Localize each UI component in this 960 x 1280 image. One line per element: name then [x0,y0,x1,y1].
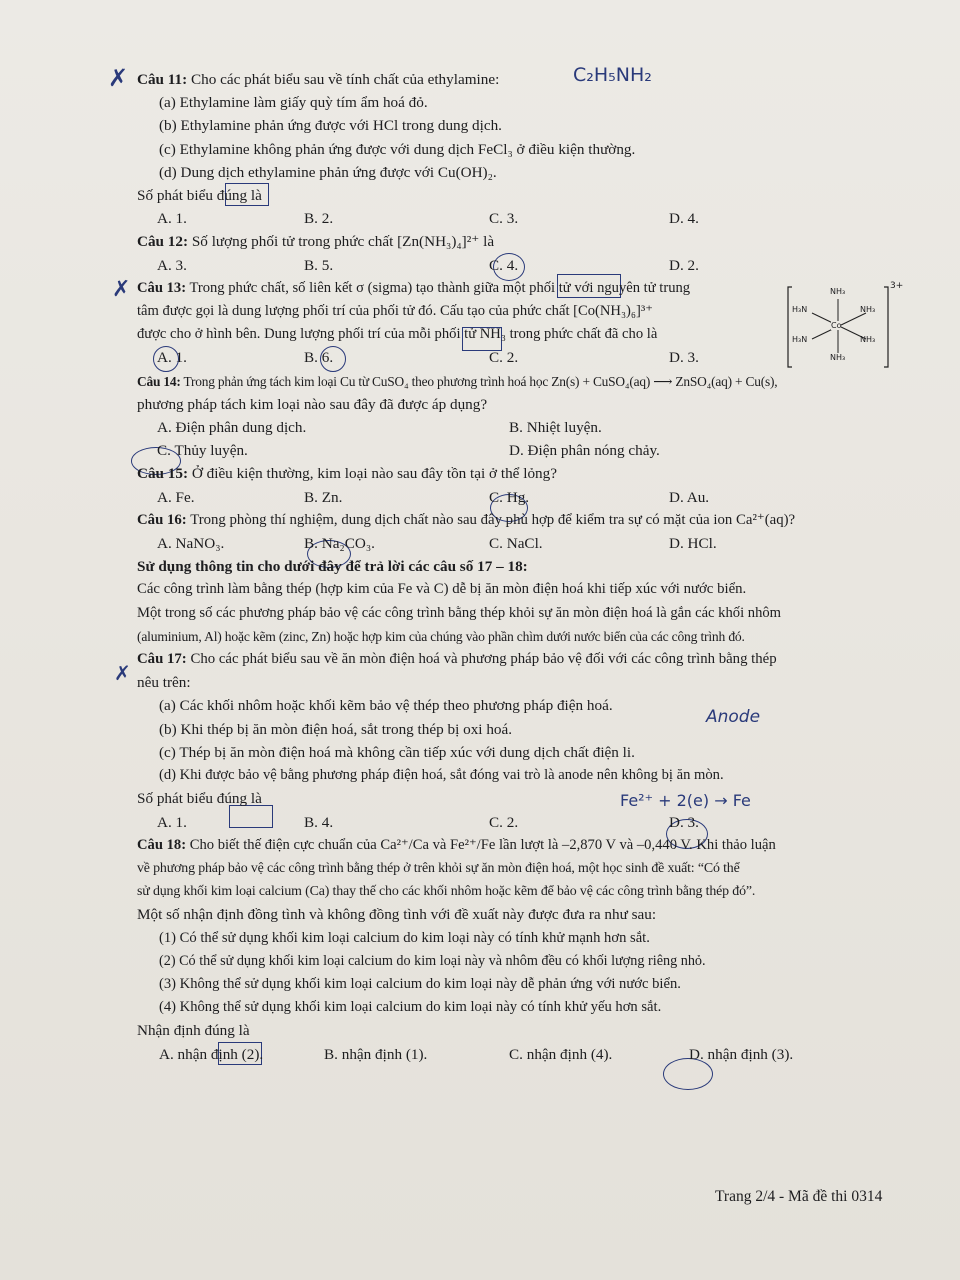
handwritten-formula: C₂H₅NH₂ [573,64,652,86]
q17-ask: Số phát biểu đúng là [137,790,262,808]
q11-statement: (b) Ethylamine phản ứng được với HCl trong dung dịch. [159,117,502,135]
q13-stem: Câu 13: Trong phức chất, số liên kết σ (sigma) tạo thành giữa một phối tử với nguyên tử trung [137,279,691,296]
option-d[interactable]: D. nhận định (3). [689,1045,794,1063]
q16-stem: Câu 16: Trong phòng thí nghiệm, dung dịch chất nào sau đây phù hợp để kiểm tra sự có mặt của ion Ca²⁺(aq)? [137,511,796,528]
q12-options [137,254,907,277]
q18-options [137,1043,907,1066]
option-c[interactable]: C. 3. [489,210,519,228]
q18-stem: Câu 18: Cho biết thế điện cực chuẩn của Ca²⁺/Ca và Fe²⁺/Fe lần lượt là –2,870 V và –0,440 V. Khi thảo luận [137,836,776,853]
q11-options [137,207,907,230]
info-line: Các công trình làm bằng thép (hợp kim của Fe và C) dễ bị ăn mòn điện hoá khi tiếp xúc với nước biển. [137,581,747,598]
q11-statement: (a) Ethylamine làm giấy quỳ tím ẩm hoá đỏ. [159,94,428,112]
option-a[interactable]: A. Điện phân dung dịch. [157,419,307,437]
ligand-left-upper: H₃N [792,305,808,314]
option-c[interactable]: C. 2. [489,813,519,831]
option-b[interactable]: B. nhận định (1). [324,1045,428,1063]
option-c[interactable]: C. Thủy luyện. [157,442,248,460]
option-a[interactable]: A. Fe. [157,488,195,506]
option-d[interactable]: D. 4. [669,210,699,228]
q12-stem: Câu 12: Số lượng phối tử trong phức chất [Zn(NH₃)₄]²⁺ là [137,233,495,251]
option-a[interactable]: A. NaNO₃. [157,535,225,553]
ligand-bottom: NH₃ [830,353,846,362]
ligand-left-lower: H₃N [792,335,808,344]
exam-content [137,68,907,1066]
q17-options [137,811,907,834]
q18-statement: (4) Không thể sử dụng khối kim loại calcium do kim loại này có tính khử yếu hơn sắt. [159,999,662,1016]
q17-statement: (a) Các khối nhôm hoặc khối kẽm bảo vệ thép theo phương pháp điện hoá. [159,697,613,715]
option-b[interactable]: B. 6. [304,349,334,367]
q14-stem: Câu 14: Trong phản ứng tách kim loại Cu từ CuSO₄ theo phương trình hoá học Zn(s) + CuSO₄(aq) ⟶ ZnSO₄(aq) + Cu(s), [137,373,778,389]
ligand-right-upper: NH₃ [860,305,876,314]
q18-statement: (3) Không thể sử dụng khối kim loại calcium do kim loại này dễ phản ứng với nước biển. [159,975,681,992]
q18-line: Một số nhận định đồng tình và không đồng tình với đề xuất này được đưa ra như sau: [137,906,657,924]
option-b[interactable]: B. Zn. [304,488,343,506]
q18-statement: (1) Có thể sử dụng khối kim loại calcium do kim loại này có tính khử mạnh hơn sắt. [159,929,650,946]
q13-line: được cho ở hình bên. Dung lượng phối trí của mỗi phối tử NH₃ trong phức chất đã cho là [137,326,658,343]
info-line: Một trong số các phương pháp bảo vệ các công trình bằng thép khỏi sự ăn mòn điện hoá là gắn các khối nhôm [137,604,782,621]
option-c[interactable]: C. NaCl. [489,535,543,553]
ligand-top: NH₃ [830,287,846,296]
q17-stem: Câu 17: Cho các phát biểu sau về ăn mòn điện hoá và phương pháp bảo vệ đối với các công trình bằng thép [137,651,777,668]
q11-statement: (c) Ethylamine không phản ứng được với dung dịch FeCl₃ ở điều kiện thường. [159,140,636,158]
q14-options-row1 [137,416,907,439]
option-d[interactable]: D. 3. [669,349,699,367]
cross-mark-q11: ✗ [108,64,129,92]
q15-stem: Câu 15: Ở điều kiện thường, kim loại nào sau đây tồn tại ở thể lỏng? [137,465,557,483]
ligand-right-lower: NH₃ [860,335,876,344]
option-a[interactable]: A. 1. [157,210,187,228]
q17-statement: (d) Khi được bảo vệ bằng phương pháp điện hoá, sắt đóng vai trò là anode nên không bị ăn mòn. [159,767,724,784]
option-d[interactable]: D. 3. [669,813,699,831]
q14-options-row2 [137,439,907,462]
option-b[interactable]: B. 5. [304,256,334,274]
option-a[interactable]: A. 1. [157,813,187,831]
option-a[interactable]: A. 1. [157,349,187,367]
option-c[interactable]: C. 4. [489,256,519,274]
q15-options [137,486,907,509]
option-d[interactable]: D. Điện phân nóng chảy. [509,442,660,460]
q18-line: sử dụng khối kim loại calcium (Ca) thay thế cho các khối nhôm hoặc kẽm để bảo vệ các công trình bằng thép đó”. [137,884,756,900]
option-a[interactable]: A. 3. [157,256,187,274]
q11-ask: Số phát biểu đúng là [137,187,262,205]
cross-mark-q13: ✗ [112,277,131,302]
option-b[interactable]: B. Nhiệt luyện. [509,419,602,437]
q17-statement: (b) Khi thép bị ăn mòn điện hoá, sắt trong thép bị oxi hoá. [159,720,513,738]
option-d[interactable]: D. 2. [669,256,699,274]
info-heading: Sử dụng thông tin cho dưới đây để trả lời các câu số 17 – 18: [137,558,528,576]
q17-stem-cont: nêu trên: [137,674,191,692]
info-line: (aluminium, Al) hoặc kẽm (zinc, Zn) hoặc hợp kim của chúng vào phần chìm dưới nước biển của các công trình đó. [137,628,745,644]
option-c[interactable]: C. Hg. [489,488,530,506]
complex-structure-figure [786,283,904,369]
option-d[interactable]: D. Au. [669,488,710,506]
page-footer: Trang 2/4 - Mã đề thi 0314 [715,1188,883,1205]
q18-ask: Nhận định đúng là [137,1022,250,1040]
q14-line: phương pháp tách kim loại nào sau đây đã được áp dụng? [137,395,488,413]
q17-statement: (c) Thép bị ăn mòn điện hoá mà không cần tiếp xúc với dung dịch chất điện li. [159,743,635,761]
cross-mark-q17: ✗ [114,661,131,685]
option-b[interactable]: B. 2. [304,210,334,228]
handwritten-note-anode: Anode [706,707,761,727]
option-c[interactable]: C. 2. [489,349,519,367]
q11-stem: Câu 11: Cho các phát biểu sau về tính chất của ethylamine: [137,71,500,88]
central-atom: Co [831,321,842,330]
handwritten-equation: Fe²⁺ + 2(e) → Fe [620,791,751,810]
option-b[interactable]: B. Na₂CO₃. [304,535,375,553]
q13-line: tâm được gọi là dung lượng phối trí của phối tử đó. Cấu tạo của phức chất [Co(NH₃)₆]³⁺ [137,303,653,320]
q18-statement: (2) Có thể sử dụng khối kim loại calcium do kim loại này và nhôm đều có khối lượng riêng nhỏ. [159,952,706,969]
q16-options [137,532,907,555]
q11-statement: (d) Dung dịch ethylamine phản ứng được với Cu(OH)₂. [159,163,497,181]
q18-line: về phương pháp bảo vệ các công trình bằng thép ở trên khỏi sự ăn mòn điện hoá, một học sinh đề xuất: “Có thể [137,860,740,876]
complex-charge: 3+ [890,281,904,291]
option-b[interactable]: B. 4. [304,813,334,831]
option-c[interactable]: C. nhận định (4). [509,1045,613,1063]
option-d[interactable]: D. HCl. [669,535,717,553]
option-a[interactable]: A. nhận định (2). [159,1045,264,1063]
